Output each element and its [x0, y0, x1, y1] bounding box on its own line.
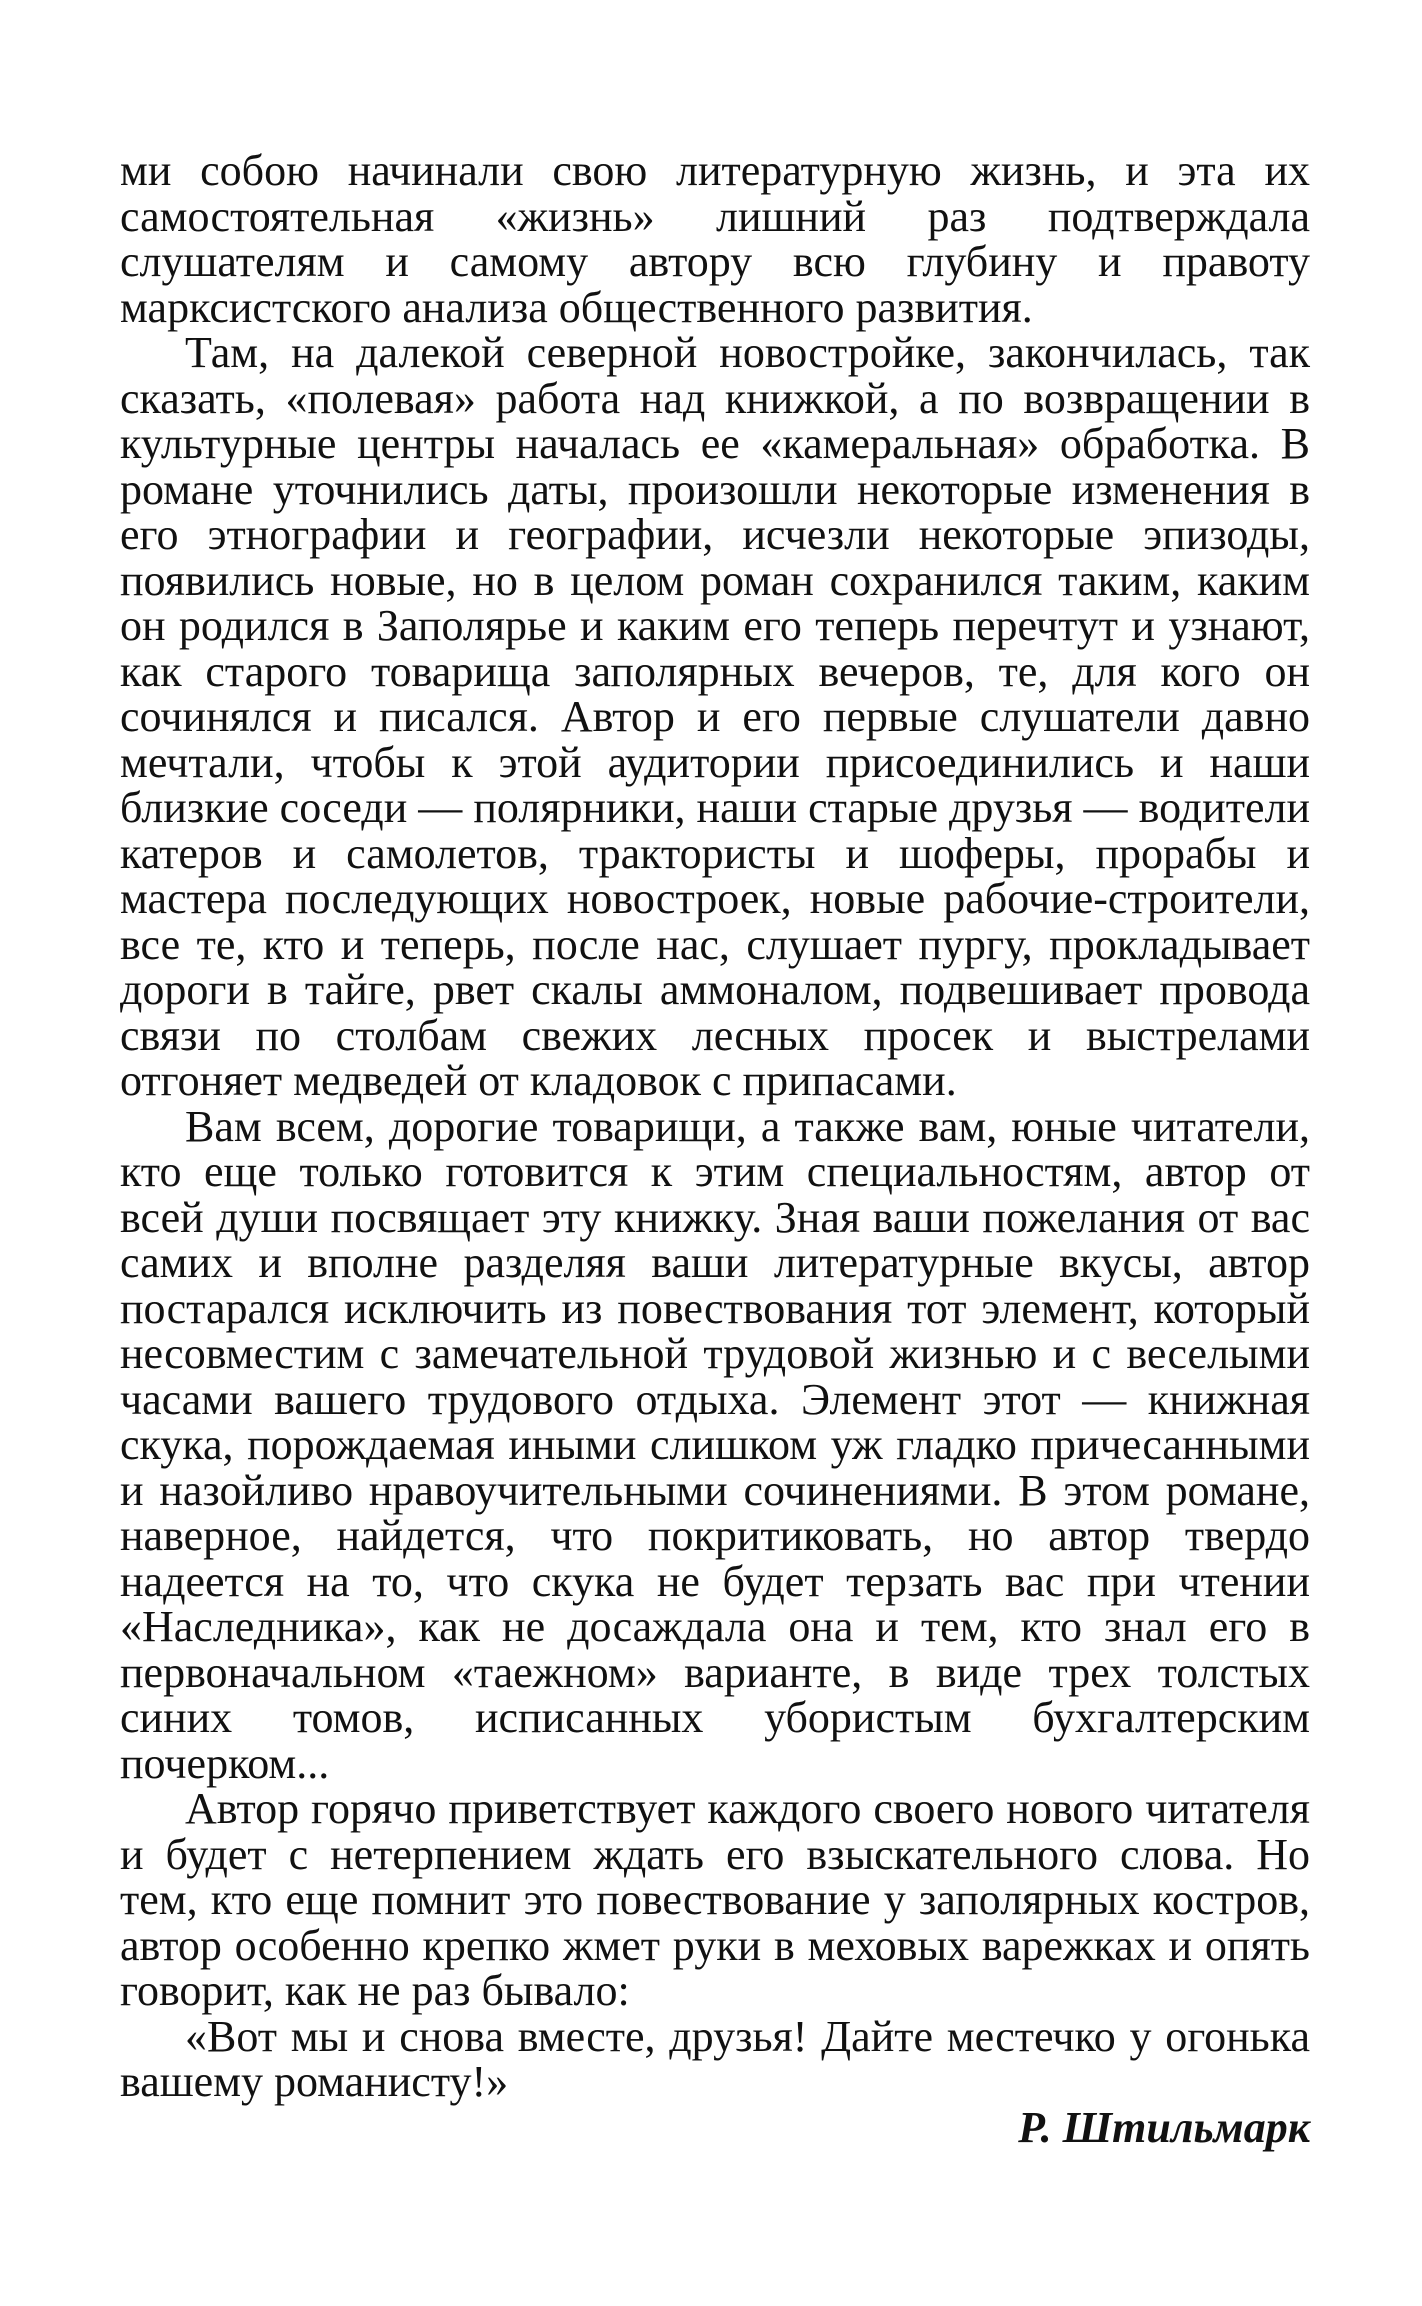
document-body — [120, 148, 1310, 2105]
paragraph-2: Там, на далекой северной новостройке, закончилась, так сказать, «полевая» работа над книжкой, а по возвращении в культурные центры началась ее «камеральная» обработка. В романе уточнились даты, произошли некоторые изменения в его этнографии и географии, исчезли некоторые эпизоды, появились новые, но в целом роман сохранился таким, каким он родился в Заполярье и каким его теперь перечтут и узнают, как старого товарища заполярных вечеров, те, для кого он сочинялся и писался. Автор и его первые слушатели давно мечтали, чтобы к этой аудитории присоединились и наши близкие соседи — полярники, наши старые друзья — водители катеров и самолетов, трактористы и шоферы, прорабы и мастера последующих новостроек, новые рабочие-строители, все те, кто и теперь, после нас, слушает пургу, прокладывает дороги в тайге, рвет скалы аммоналом, подвешивает провода связи по столбам свежих лесных просек и выстрелами отгоняет медведей от кладовок с припасами. — [120, 328, 1310, 1105]
paragraph-4: Автор горячо приветствует каждого своего нового читателя и будет с нетерпением ждать его взыскательного слова. Но тем, кто еще помнит это повествование у заполярных костров, автор особенно крепко жмет руки в меховых варежках и опять говорит, как не раз бывало: — [120, 1784, 1310, 2015]
paragraph-1: ми собою начинали свою литературную жизнь, и эта их самостоятельная «жизнь» лишний раз подтверждала слушателям и самому автору всю глубину и правоту марксистского анализа общественного развития. — [120, 146, 1310, 332]
paragraph-3: Вам всем, дорогие товарищи, а также вам, юные читатели, кто еще только готовится к этим специальностям, автор от всей души посвящает эту книжку. Зная ваши пожелания от вас самих и вполне разделяя ваши литературные вкусы, автор постарался исключить из повествования тот элемент, который несовместим с замечательной трудовой жизнью и с веселыми часами вашего трудового отдыха. Элемент этот — книжная скука, порождаемая иными слишком уж гладко причесанными и назойливо нравоучительными сочинениями. В этом романе, наверное, найдется, что покритиковать, но автор твердо надеется на то, что скука не будет терзать вас при чтении «Наследника», как не досаждала она и тем, кто знал его в первоначальном «таежном» варианте, в виде трех толстых синих томов, исписанных убористым бухгалтерским почерком... — [120, 1101, 1310, 1788]
paragraph-5: «Вот мы и снова вместе, друзья! Дайте местечко у огонька вашему романисту!» — [120, 2011, 1310, 2106]
author-signature: Р. Штильмарк — [1018, 2103, 1310, 2152]
